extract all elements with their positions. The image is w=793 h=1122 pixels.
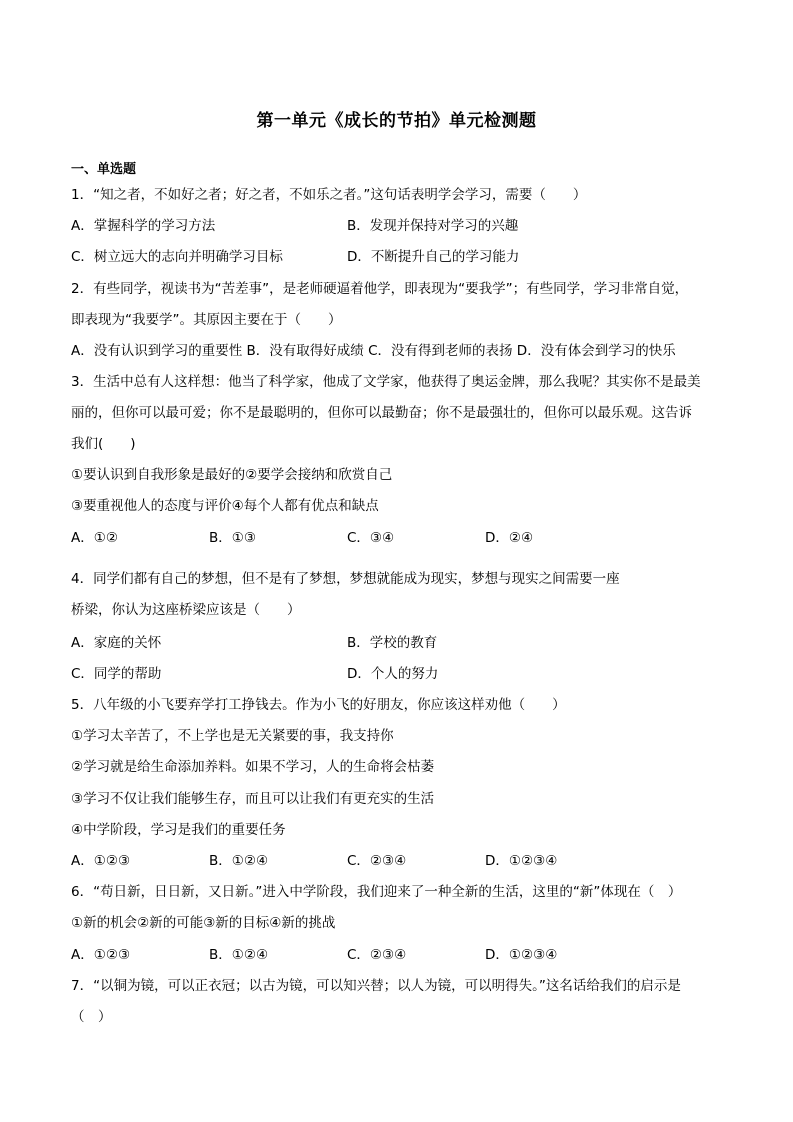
q6-statement-1: ①新的机会②新的可能③新的目标④新的挑战	[71, 915, 336, 931]
question-2-stem-line1: 2．有些同学，视读书为“苦差事”，是老师硬逼着他学，即表现为“要我学”；有些同学，学习非常自觉，	[71, 281, 689, 297]
q1-option-c: C．树立远大的志向并明确学习目标	[71, 249, 283, 265]
q4-option-c: C．同学的帮助	[71, 666, 162, 682]
q5-option-c: C．②③④	[347, 853, 407, 869]
question-4-stem-line2: 桥梁，你认为这座桥梁应该是（ ）	[71, 602, 301, 618]
q3-statement-1: ①要认识到自我形象是最好的②要学会接纳和欣赏自己	[71, 467, 393, 483]
q1-option-b: B．发现并保持对学习的兴趣	[347, 218, 519, 234]
q3-option-a: A．①②	[71, 530, 118, 546]
q3-statement-2: ③要重视他人的态度与评价④每个人都有优点和缺点	[71, 498, 379, 514]
q3-option-b: B．①③	[209, 530, 256, 546]
q5-option-a: A．①②③	[71, 853, 131, 869]
q6-option-c: C．②③④	[347, 947, 407, 963]
q5-statement-3: ③学习不仅让我们能够生存，而且可以让我们有更充实的生活	[71, 791, 435, 807]
section-heading: 一、单选题	[71, 162, 137, 177]
q4-option-b: B．学校的教育	[347, 635, 438, 651]
q6-option-a: A．①②③	[71, 947, 131, 963]
question-7-stem-line1: 7．“以铜为镜，可以正衣冠；以古为镜，可以知兴替；以人为镜，可以明得失。”这名话给我们的启示是	[71, 978, 681, 994]
question-3-stem-line2: 丽的，但你可以最可爱；你不是最聪明的，但你可以最勤奋；你不是最强壮的，但你可以最乐观。这告诉	[71, 405, 692, 421]
q1-option-d: D．不断提升自己的学习能力	[347, 249, 520, 265]
question-1-stem: 1．“知之者，不如好之者；好之者，不如乐之者。”这句话表明学会学习，需要（ ）	[71, 187, 587, 203]
q1-option-a: A．掌握科学的学习方法	[71, 218, 216, 234]
q5-statement-1: ①学习太辛苦了，不上学也是无关紧要的事，我支持你	[71, 728, 394, 744]
q5-statement-2: ②学习就是给生命添加养料。如果不学习，人的生命将会枯萎	[71, 759, 435, 775]
q2-options: A．没有认识到学习的重要性 B．没有取得好成绩 C．没有得到老师的表扬 D．没有体会到学习的快乐	[71, 343, 676, 359]
q6-option-b: B．①②④	[209, 947, 269, 963]
q4-option-d: D．个人的努力	[347, 666, 439, 682]
question-7-stem-line2: （ ）	[71, 1009, 112, 1025]
question-2-stem-line2: 即表现为“我要学”。其原因主要在于（ ）	[71, 312, 342, 328]
question-6-stem: 6．“苟日新，日日新，又日新。”进入中学阶段，我们迎来了一种全新的生活，这里的“新”体现在（ ）	[71, 884, 682, 900]
q3-option-d: D．②④	[485, 530, 534, 546]
q3-option-c: C．③④	[347, 530, 395, 546]
q5-statement-4: ④中学阶段，学习是我们的重要任务	[71, 822, 286, 838]
question-4-stem-line1: 4．同学们都有自己的梦想，但不是有了梦想，梦想就能成为现实，梦想与现实之间需要一座	[71, 571, 620, 587]
q5-option-b: B．①②④	[209, 853, 269, 869]
question-3-stem-line3: 我们( )	[71, 436, 136, 452]
q5-option-d: D．①②③④	[485, 853, 558, 869]
page-title: 第一单元《成长的节拍》单元检测题	[256, 111, 537, 131]
q6-option-d: D．①②③④	[485, 947, 558, 963]
question-5-stem: 5．八年级的小飞要弃学打工挣钱去。作为小飞的好朋友，你应该这样劝他（ ）	[71, 697, 566, 713]
question-3-stem-line1: 3．生活中总有人这样想：他当了科学家，他成了文学家，他获得了奥运金牌，那么我呢？其实你不是最美	[71, 374, 701, 390]
q4-option-a: A．家庭的关怀	[71, 635, 162, 651]
